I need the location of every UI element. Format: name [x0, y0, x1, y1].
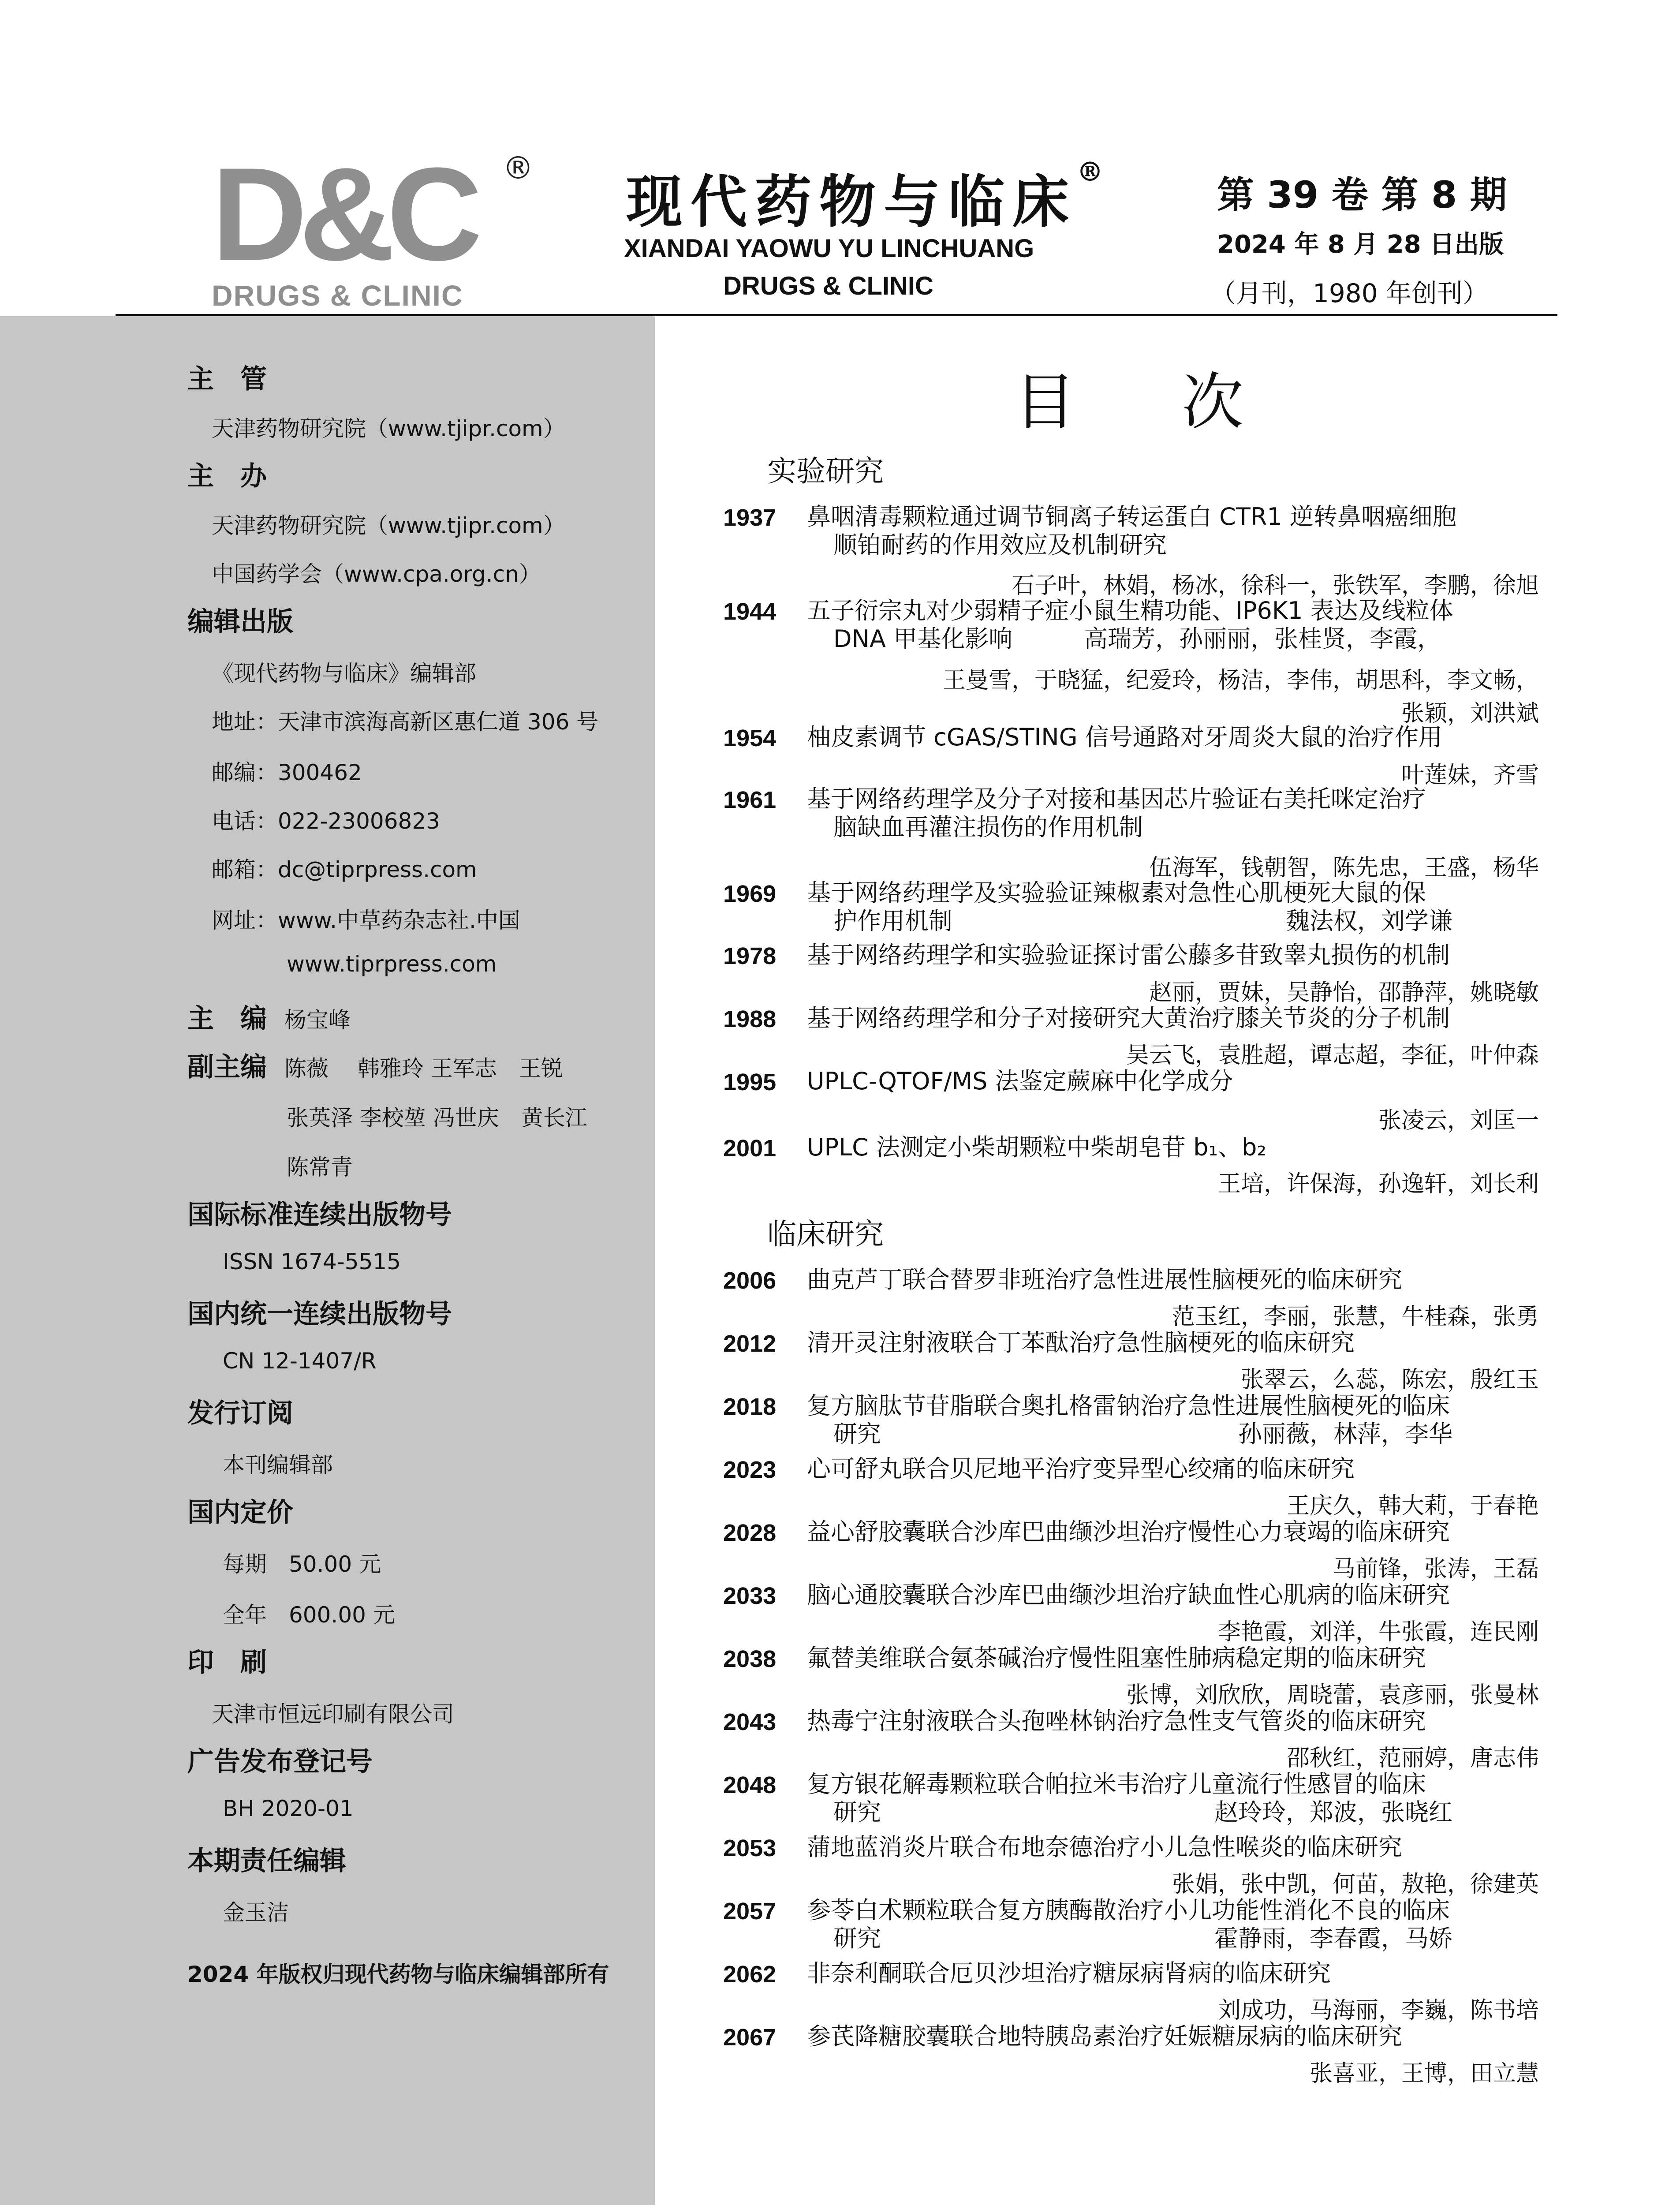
- price-per-year: 全年 600.00 元: [223, 1602, 395, 1628]
- toc-article-authors: 王曼雪，于晓猛，纪爱玲，杨洁，李伟，胡思科，李文畅，: [942, 667, 1539, 694]
- editor-value: 《现代药物与临床》编辑部: [212, 661, 476, 686]
- subscribe-value: 本刊编辑部: [223, 1452, 333, 1478]
- toc-page-number[interactable]: 2048: [723, 1772, 777, 1798]
- organizer-heading: 主 办: [187, 461, 267, 492]
- journal-title-cn: 现代药物与临床®: [626, 157, 1112, 235]
- deputy-editor-heading: 副主编 陈薇 韩雅玲 王军志 王锐: [187, 1052, 563, 1083]
- toc-article-authors: 李艳霞，刘洋，牛张霞，连民刚: [1217, 1619, 1539, 1645]
- copyright-notice: 2024 年版权归现代药物与临床编辑部所有: [187, 1962, 609, 1987]
- responsible-editor-value: 金玉洁: [223, 1900, 289, 1925]
- toc-article-title[interactable]: 柚皮素调节 cGAS/STING 信号通路对牙周炎大鼠的治疗作用: [807, 723, 1442, 751]
- printer-value: 天津市恒远印刷有限公司: [212, 1701, 454, 1727]
- toc-article-title[interactable]: 基于网络药理学和分子对接研究大黄治疗膝关节炎的分子机制: [807, 1004, 1450, 1032]
- logo-mark: D&C: [212, 140, 474, 288]
- toc-article-authors-cont: 张颖，刘洪斌: [1401, 700, 1539, 727]
- responsible-editor-heading: 本期责任编辑: [187, 1846, 346, 1876]
- toc-page-number[interactable]: 1988: [723, 1006, 777, 1032]
- toc-page-number[interactable]: 1961: [723, 787, 777, 813]
- toc-article-title[interactable]: 氟替美维联合氨茶碱治疗慢性阻塞性肺病稳定期的临床研究: [807, 1644, 1426, 1672]
- cn-value: CN 12-1407/R: [223, 1348, 377, 1374]
- toc-title: 目次: [1014, 366, 1350, 438]
- deputy-editors-3: 陈常青: [287, 1155, 353, 1180]
- toc-page-number[interactable]: 2043: [723, 1709, 777, 1735]
- toc-page-number[interactable]: 2001: [723, 1135, 777, 1162]
- toc-article-title[interactable]: 复方银花解毒颗粒联合帕拉米韦治疗儿童流行性感冒的临床 研究 赵玲玲，郑波，张晓红: [807, 1770, 1452, 1826]
- toc-article-authors: 邵秋红，范丽婷，唐志伟: [1286, 1745, 1539, 1771]
- toc-page-number[interactable]: 2062: [723, 1961, 777, 1988]
- toc-article-title[interactable]: UPLC-QTOF/MS 法鉴定蕨麻中化学成分: [807, 1067, 1233, 1095]
- email: 邮箱：dc@tiprpress.com: [212, 857, 477, 882]
- toc-page-number[interactable]: 2012: [723, 1330, 777, 1357]
- toc-article-title[interactable]: 基于网络药理学及分子对接和基因芯片验证右美托咪定治疗 脑缺血再灌注损伤的作用机制: [807, 785, 1426, 841]
- editor-heading: 编辑出版: [187, 606, 293, 637]
- sponsor-heading: 主 管: [187, 364, 267, 395]
- ad-value: BH 2020-01: [223, 1796, 354, 1821]
- toc-article-authors: 张凌云，刘匡一: [1378, 1107, 1539, 1134]
- toc-article-title[interactable]: 益心舒胶囊联合沙库巴曲缬沙坦治疗慢性心力衰竭的临床研究: [807, 1518, 1450, 1546]
- price-per-issue: 每期 50.00 元: [223, 1551, 381, 1577]
- issn-value: ISSN 1674-5515: [223, 1249, 401, 1274]
- price-heading: 国内定价: [187, 1497, 293, 1528]
- journal-title-reg: ®: [1077, 157, 1112, 187]
- organizer-value-1: 天津药物研究院（www.tjipr.com）: [212, 513, 565, 538]
- chief-editor-name: 杨宝峰: [284, 1007, 351, 1033]
- postcode: 邮编：300462: [212, 760, 362, 785]
- toc-page-number[interactable]: 2006: [723, 1267, 777, 1294]
- toc-page-number[interactable]: 1978: [723, 943, 777, 969]
- toc-article-authors: 张娟，张中凯，何苗，敖艳，徐建英: [1172, 1871, 1539, 1898]
- toc-article-title[interactable]: 清开灵注射液联合丁苯酞治疗急性脑梗死的临床研究: [807, 1329, 1355, 1357]
- toc-article-authors: 石子叶，林娟，杨冰，徐科一，张铁军，李鹏，徐旭: [1011, 572, 1539, 599]
- toc-article-title[interactable]: 脑心通胶囊联合沙库巴曲缬沙坦治疗缺血性心肌病的临床研究: [807, 1581, 1450, 1609]
- volume-issue: 第 39 卷 第 8 期: [1217, 173, 1507, 217]
- toc-article-title[interactable]: 基于网络药理学及实验验证辣椒素对急性心肌梗死大鼠的保 护作用机制 魏法权，刘学谦: [807, 879, 1452, 935]
- toc-article-title[interactable]: 鼻咽清毒颗粒通过调节铜离子转运蛋白 CTR1 逆转鼻咽癌细胞 顺铂耐药的作用效应及机制研究: [807, 503, 1456, 559]
- phone: 电话：022-23006823: [212, 808, 440, 834]
- website-1: 网址：www.中草药杂志社.中国: [212, 908, 520, 933]
- toc-article-title[interactable]: 基于网络药理学和实验验证探讨雷公藤多苷致睾丸损伤的机制: [807, 941, 1450, 969]
- section-heading-experimental: 实验研究: [767, 454, 884, 488]
- toc-article-authors: 赵丽，贾妹，吴静怡，邵静萍，姚晓敏: [1149, 979, 1539, 1006]
- toc-page-number[interactable]: 2028: [723, 1520, 777, 1546]
- toc-page-number[interactable]: 2067: [723, 2024, 777, 2051]
- toc-page-number[interactable]: 2033: [723, 1583, 777, 1609]
- ad-heading: 广告发布登记号: [187, 1746, 373, 1777]
- logo-registered-mark: ®: [503, 150, 534, 186]
- toc-article-authors: 吴云飞，袁胜超，谭志超，李征，叶仲森: [1126, 1042, 1539, 1069]
- journal-title-pinyin: XIANDAI YAOWU YU LINCHUANG: [624, 234, 1034, 263]
- toc-article-title[interactable]: 热毒宁注射液联合头孢唑林钠治疗急性支气管炎的临床研究: [807, 1707, 1426, 1735]
- toc-article-title[interactable]: 参苓白术颗粒联合复方胰酶散治疗小儿功能性消化不良的临床 研究 霍静雨，李春霞，马娇: [807, 1896, 1452, 1952]
- sponsor-value: 天津药物研究院（www.tjipr.com）: [212, 416, 565, 441]
- toc-page-number[interactable]: 1944: [723, 598, 777, 625]
- toc-page-number[interactable]: 2018: [723, 1394, 777, 1420]
- deputy-editors-2: 张英泽 李校堃 冯世庆 黄长江: [287, 1105, 587, 1131]
- chief-editor-heading: 主 编 杨宝峰: [187, 1003, 351, 1034]
- printer-heading: 印 刷: [187, 1647, 267, 1678]
- toc-article-authors: 张博，刘欣欣，周晓蕾，袁彦丽，张曼林: [1126, 1682, 1539, 1708]
- issn-heading: 国际标准连续出版物号: [187, 1200, 452, 1230]
- toc-article-authors: 马前锋，张涛，王磊: [1332, 1556, 1539, 1582]
- toc-article-title[interactable]: 参芪降糖胶囊联合地特胰岛素治疗妊娠糖尿病的临床研究: [807, 2022, 1402, 2050]
- toc-page-number[interactable]: 1937: [723, 505, 777, 531]
- toc-page-number[interactable]: 1995: [723, 1069, 777, 1095]
- subscribe-heading: 发行订阅: [187, 1398, 293, 1429]
- website-2: www.tiprpress.com: [287, 951, 497, 977]
- toc-article-title[interactable]: 蒲地蓝消炎片联合布地奈德治疗小儿急性喉炎的临床研究: [807, 1833, 1402, 1861]
- toc-article-authors: 刘成功，马海丽，李巍，陈书培: [1217, 1997, 1539, 2024]
- toc-page-number[interactable]: 2053: [723, 1835, 777, 1861]
- section-heading-clinical: 临床研究: [767, 1217, 884, 1251]
- toc-page-number[interactable]: 1969: [723, 881, 777, 907]
- masthead-sidebar: [0, 316, 655, 2205]
- toc-article-title[interactable]: 曲克芦丁联合替罗非班治疗急性进展性脑梗死的临床研究: [807, 1266, 1402, 1293]
- toc-article-authors: 王培，许保海，孙逸轩，刘长利: [1217, 1171, 1539, 1197]
- toc-page-number[interactable]: 2038: [723, 1646, 777, 1672]
- logo-subtitle: DRUGS & CLINIC: [212, 279, 463, 312]
- toc-article-authors: 张喜亚，王博，田立慧: [1309, 2060, 1539, 2087]
- journal-title-en: DRUGS & CLINIC: [723, 272, 933, 300]
- toc-article-title[interactable]: 五子衍宗丸对少弱精子症小鼠生精功能、IP6K1 表达及线粒体 DNA 甲基化影响 高瑞芳，孙丽丽，张桂贤，李霞，: [807, 597, 1453, 653]
- toc-article-authors: 叶莲妹，齐雪: [1401, 762, 1539, 789]
- address: 地址：天津市滨海高新区惠仁道 306 号: [212, 709, 599, 735]
- organizer-value-2: 中国药学会（www.cpa.org.cn）: [212, 561, 541, 587]
- cn-heading: 国内统一连续出版物号: [187, 1299, 452, 1330]
- toc-page-number[interactable]: 2057: [723, 1898, 777, 1925]
- toc-article-authors: 伍海军，钱朝智，陈先忠，王盛，杨华: [1149, 855, 1539, 881]
- journal-logo: [212, 140, 534, 313]
- toc-article-title[interactable]: UPLC 法测定小柴胡颗粒中柴胡皂苷 b₁、b₂: [807, 1133, 1267, 1161]
- toc-article-title[interactable]: 心可舒丸联合贝尼地平治疗变异型心绞痛的临床研究: [807, 1455, 1355, 1483]
- toc-article-title[interactable]: 非奈利酮联合厄贝沙坦治疗糖尿病肾病的临床研究: [807, 1959, 1331, 1987]
- toc-page-number[interactable]: 1954: [723, 725, 777, 751]
- toc-article-authors: 张翠云，么蕊，陈宏，殷红玉: [1240, 1367, 1539, 1393]
- publication-frequency: （月刊，1980 年创刊）: [1210, 278, 1489, 308]
- toc-page-number[interactable]: 2023: [723, 1457, 777, 1483]
- toc-article-authors: 王庆久，韩大莉，于春艳: [1286, 1493, 1539, 1519]
- toc-article-title[interactable]: 复方脑肽节苷脂联合奥扎格雷钠治疗急性进展性脑梗死的临床 研究 孙丽薇，林萍，李华: [807, 1392, 1452, 1448]
- publication-date: 2024 年 8 月 28 日出版: [1217, 230, 1504, 259]
- deputy-editors-1: 陈薇 韩雅玲 王军志 王锐: [284, 1056, 563, 1081]
- toc-article-authors: 范玉红，李丽，张慧，牛桂森，张勇: [1172, 1304, 1539, 1330]
